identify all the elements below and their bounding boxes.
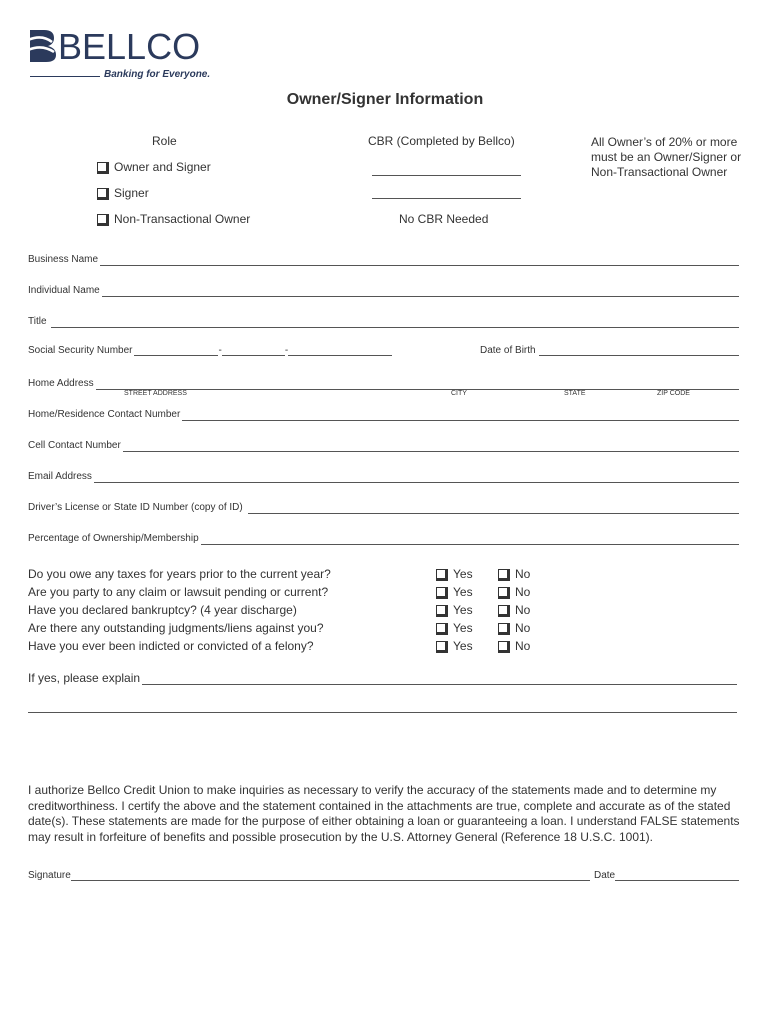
explain-line-2[interactable] xyxy=(28,712,737,713)
logo-rule xyxy=(30,76,100,77)
checkbox-icon[interactable] xyxy=(436,641,446,651)
ssn-field[interactable] xyxy=(28,345,392,356)
no-label: No xyxy=(515,585,531,599)
page-title: Owner/Signer Information xyxy=(286,91,484,108)
yes-option[interactable] xyxy=(436,603,473,617)
ownership-label: Percentage of Ownership/Membership xyxy=(28,533,199,544)
checkbox-icon[interactable] xyxy=(97,188,107,198)
ssn-label: Social Security Number xyxy=(28,345,133,356)
checkbox-icon[interactable] xyxy=(498,569,508,579)
role-label: Owner and Signer xyxy=(114,160,211,174)
no-label: No xyxy=(515,603,531,617)
role-owner-signer[interactable] xyxy=(97,160,211,174)
ssn-part-3[interactable] xyxy=(288,346,392,356)
no-cbr-text: No CBR Needed xyxy=(399,212,489,226)
zip-sublabel: ZIP CODE xyxy=(657,390,690,397)
home-address-field[interactable] xyxy=(28,376,739,390)
no-option[interactable] xyxy=(498,621,530,635)
cell-phone-label: Cell Contact Number xyxy=(28,440,121,451)
yes-label: Yes xyxy=(453,603,473,617)
bellco-logo xyxy=(28,28,228,84)
date-field[interactable] xyxy=(594,870,739,881)
explain-field[interactable] xyxy=(28,671,737,685)
role-label: Signer xyxy=(114,186,149,200)
home-phone-field[interactable] xyxy=(28,407,739,421)
signature-label: Signature xyxy=(28,870,71,881)
no-option[interactable] xyxy=(498,567,530,581)
title-label: Title xyxy=(28,316,47,327)
dob-label: Date of Birth xyxy=(480,345,536,356)
title-field[interactable] xyxy=(28,314,739,328)
checkbox-icon[interactable] xyxy=(498,605,508,615)
state-sublabel: STATE xyxy=(564,390,586,397)
dob-field[interactable] xyxy=(480,345,739,356)
checkbox-icon[interactable] xyxy=(498,641,508,651)
no-label: No xyxy=(515,621,531,635)
checkbox-icon[interactable] xyxy=(498,587,508,597)
ownership-field[interactable] xyxy=(28,531,739,545)
yes-label: Yes xyxy=(453,585,473,599)
business-name-field[interactable] xyxy=(28,252,739,266)
no-label: No xyxy=(515,567,531,581)
cbr-line-owner-signer[interactable] xyxy=(372,175,521,176)
no-option[interactable] xyxy=(498,603,530,617)
home-address-label: Home Address xyxy=(28,378,94,389)
yes-option[interactable] xyxy=(436,585,473,599)
license-label: Driver’s License or State ID Number (copy of ID) xyxy=(28,502,243,513)
logo-tagline: Banking for Everyone. xyxy=(104,69,211,80)
yes-label: Yes xyxy=(453,567,473,581)
ssn-part-2[interactable] xyxy=(222,346,285,356)
yes-label: Yes xyxy=(453,621,473,635)
checkbox-icon[interactable] xyxy=(436,605,446,615)
individual-name-label: Individual Name xyxy=(28,285,100,296)
yes-option[interactable] xyxy=(436,567,473,581)
yes-option[interactable] xyxy=(436,621,473,635)
checkbox-icon[interactable] xyxy=(97,162,107,172)
explain-label: If yes, please explain xyxy=(28,671,141,685)
individual-name-field[interactable] xyxy=(28,283,739,297)
email-label: Email Address xyxy=(28,471,92,482)
role-non-transactional-owner[interactable] xyxy=(97,212,250,226)
bellco-swoosh-icon xyxy=(28,28,58,64)
signature-field[interactable] xyxy=(28,870,590,881)
question-lawsuit: Are you party to any claim or lawsuit pending or current? xyxy=(28,585,329,599)
checkbox-icon[interactable] xyxy=(436,569,446,579)
city-sublabel: CITY xyxy=(451,390,467,397)
yes-label: Yes xyxy=(453,639,473,653)
role-header: Role xyxy=(152,134,177,148)
ssn-dash: - xyxy=(218,345,222,356)
question-judgments: Are there any outstanding judgments/liens against you? xyxy=(28,621,324,635)
logo-wordmark: BELLCO xyxy=(58,26,201,67)
cell-phone-field[interactable] xyxy=(28,438,739,452)
role-label: Non-Transactional Owner xyxy=(114,212,251,226)
no-option[interactable] xyxy=(498,585,530,599)
checkbox-icon[interactable] xyxy=(436,623,446,633)
ssn-part-1[interactable] xyxy=(134,346,218,356)
date-label: Date xyxy=(594,870,616,881)
no-label: No xyxy=(515,639,531,653)
business-name-label: Business Name xyxy=(28,254,99,265)
checkbox-icon[interactable] xyxy=(436,587,446,597)
checkbox-icon[interactable] xyxy=(498,623,508,633)
authorization-statement: I authorize Bellco Credit Union to make inquiries as necessary to verify the accuracy of the statements made and to determine my creditworthiness. I certify the above and the statement contained in the attachments are true, complete and accurate as of the stated date(s). These statements are made for the purpose of either obtaining a loan or guaranteeing a loan. I understand FALSE statements may result in forfeiture of benefits and possible prosecution by the U.S. Attorney General (Reference 18 U.S.C. 1001). xyxy=(28,783,740,844)
email-field[interactable] xyxy=(28,469,739,483)
cbr-header: CBR (Completed by Bellco) xyxy=(368,134,515,148)
role-signer[interactable] xyxy=(97,186,149,200)
cbr-line-signer[interactable] xyxy=(372,198,521,199)
question-felony: Have you ever been indicted or convicted of a felony? xyxy=(28,639,314,653)
ssn-dash: - xyxy=(284,345,289,356)
street-address-sublabel: STREET ADDRESS xyxy=(124,390,187,397)
question-bankruptcy: Have you declared bankruptcy? (4 year discharge) xyxy=(28,603,297,617)
no-option[interactable] xyxy=(498,639,530,653)
yes-option[interactable] xyxy=(436,639,473,653)
question-taxes: Do you owe any taxes for years prior to the current year? xyxy=(28,567,331,581)
checkbox-icon[interactable] xyxy=(97,214,107,224)
home-phone-label: Home/Residence Contact Number xyxy=(28,409,181,420)
license-field[interactable] xyxy=(28,500,739,514)
ownership-note: All Owner’s of 20% or more must be an Owner/Signer or Non-Transactional Owner xyxy=(591,135,742,179)
